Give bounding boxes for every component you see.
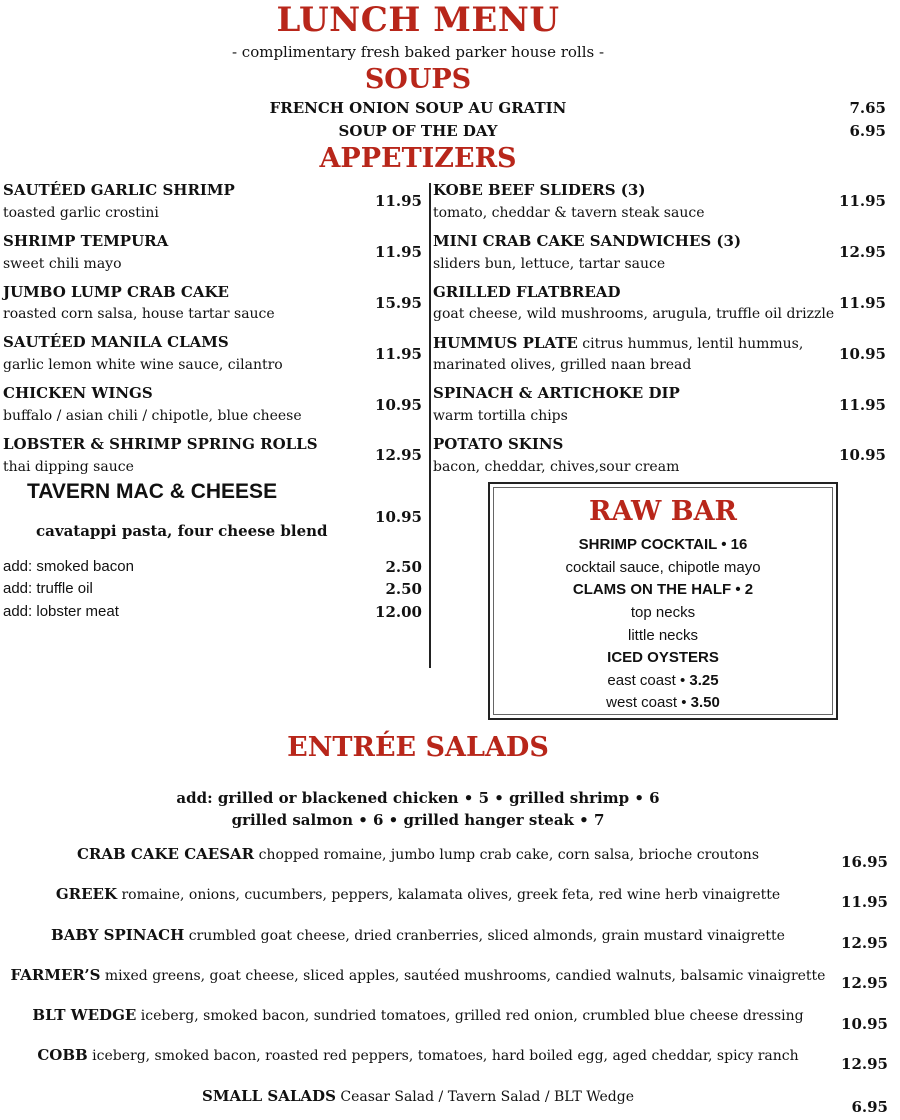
raw-bar-box bbox=[488, 482, 838, 720]
salad-name: BLT WEDGE bbox=[32, 1006, 137, 1024]
salad-price: 10.95 bbox=[841, 1015, 888, 1033]
appetizer-price: 11.95 bbox=[839, 396, 886, 414]
shrimp-name: SHRIMP COCKTAIL bbox=[578, 536, 718, 553]
appetizer-name: CHICKEN WINGS bbox=[3, 384, 153, 402]
mac-add-label: add: truffle oil bbox=[3, 580, 93, 597]
salad-name: BABY SPINACH bbox=[51, 926, 185, 944]
raw-bar-heading: RAW BAR bbox=[589, 496, 737, 527]
mac-price: 10.95 bbox=[375, 508, 422, 526]
appetizer-price: 10.95 bbox=[839, 345, 886, 363]
east-label: east coast bbox=[607, 672, 676, 689]
appetizer-price: 11.95 bbox=[839, 294, 886, 312]
salad-item bbox=[0, 966, 836, 984]
appetizer-name: MINI CRAB CAKE SANDWICHES (3) bbox=[433, 232, 742, 250]
appetizer-name: POTATO SKINS bbox=[433, 435, 564, 453]
appetizer-desc: warm tortilla chips bbox=[433, 408, 568, 424]
salad-item bbox=[0, 1006, 836, 1024]
appetizer-desc: roasted corn salsa, house tartar sauce bbox=[3, 306, 275, 322]
bullet: • bbox=[735, 581, 741, 598]
appetizer-desc: garlic lemon white wine sauce, cilantro bbox=[3, 357, 283, 373]
salad-name: CRAB CAKE CAESAR bbox=[76, 845, 255, 863]
appetizer-name: SAUTÉED MANILA CLAMS bbox=[3, 333, 229, 351]
mac-desc: cavatappi pasta, four cheese blend bbox=[36, 522, 328, 540]
appetizer-price: 11.95 bbox=[375, 192, 422, 210]
clams-name: CLAMS ON THE HALF bbox=[572, 581, 732, 598]
appetizer-name: GRILLED FLATBREAD bbox=[433, 283, 621, 301]
appetizer-name: SPINACH & ARTICHOKE DIP bbox=[433, 384, 680, 402]
salad-desc: mixed greens, goat cheese, sliced apples, sautéed mushrooms, candied walnuts, balsamic vinaigrette bbox=[100, 968, 826, 984]
west-label: west coast bbox=[606, 694, 678, 711]
salad-desc: iceberg, smoked bacon, sundried tomatoes, grilled red onion, crumbled blue cheese dressing bbox=[136, 1008, 804, 1024]
appetizer-desc: toasted garlic crostini bbox=[3, 205, 159, 221]
appetizer-price: 15.95 bbox=[375, 294, 422, 312]
salad-name: FARMER’S bbox=[10, 966, 101, 984]
appetizer-price: 10.95 bbox=[839, 446, 886, 464]
oysters-east bbox=[490, 672, 836, 689]
salad-name: SMALL SALADS bbox=[202, 1087, 336, 1105]
salad-desc: chopped romaine, jumbo lump crab cake, corn salsa, brioche croutons bbox=[254, 847, 759, 863]
salad-price: 12.95 bbox=[841, 934, 888, 952]
appetizer-price: 11.95 bbox=[839, 192, 886, 210]
appetizer-desc: marinated olives, grilled naan bread bbox=[433, 357, 692, 373]
appetizer-price: 11.95 bbox=[375, 243, 422, 261]
clams-price: 2 bbox=[744, 581, 754, 598]
salad-desc: iceberg, smoked bacon, roasted red peppers, tomatoes, hard boiled egg, aged cheddar, spicy ranch bbox=[87, 1048, 799, 1064]
appetizer-price: 10.95 bbox=[375, 396, 422, 414]
mac-add-label: add: lobster meat bbox=[3, 603, 119, 620]
salad-price: 11.95 bbox=[841, 893, 888, 911]
salad-desc: Ceasar Salad / Tavern Salad / BLT Wedge bbox=[335, 1089, 634, 1105]
salad-price: 6.95 bbox=[851, 1098, 888, 1116]
salad-desc: crumbled goat cheese, dried cranberries, sliced almonds, grain mustard vinaigrette bbox=[184, 928, 785, 944]
appetizer-title-line bbox=[433, 333, 803, 352]
appetizer-price: 12.95 bbox=[375, 446, 422, 464]
mac-add-price: 2.50 bbox=[385, 558, 422, 576]
appetizer-price: 11.95 bbox=[375, 345, 422, 363]
appetizer-name: SAUTÉED GARLIC SHRIMP bbox=[3, 181, 235, 199]
raw-bar-shrimp bbox=[490, 536, 836, 553]
salad-item bbox=[0, 885, 836, 903]
oysters-west bbox=[490, 694, 836, 711]
appetizer-name: JUMBO LUMP CRAB CAKE bbox=[3, 283, 229, 301]
appetizer-desc: bacon, cheddar, chives,sour cream bbox=[433, 459, 680, 475]
west-price: 3.50 bbox=[690, 694, 720, 711]
soup-name: SOUP OF THE DAY bbox=[338, 122, 498, 140]
salad-name: GREEK bbox=[55, 885, 118, 903]
clams-top-necks: top necks bbox=[630, 604, 696, 621]
salad-price: 16.95 bbox=[841, 853, 888, 871]
page-title: LUNCH MENU bbox=[276, 0, 560, 40]
mac-add-label: add: smoked bacon bbox=[3, 558, 134, 575]
salads-heading: ENTRÉE SALADS bbox=[287, 732, 549, 763]
bullet: • bbox=[681, 694, 687, 711]
oysters-name: ICED OYSTERS bbox=[607, 649, 719, 666]
appetizer-desc: tomato, cheddar & tavern steak sauce bbox=[433, 205, 705, 221]
salad-item bbox=[0, 845, 836, 863]
mac-title: TAVERN MAC & CHEESE bbox=[27, 480, 278, 503]
raw-bar-clams bbox=[490, 581, 836, 598]
salad-price: 12.95 bbox=[841, 1055, 888, 1073]
salad-item bbox=[0, 1087, 836, 1105]
tagline: - complimentary fresh baked parker house rolls - bbox=[231, 43, 605, 61]
salad-item bbox=[0, 926, 836, 944]
appetizer-price: 12.95 bbox=[839, 243, 886, 261]
appetizers-heading: APPETIZERS bbox=[319, 143, 517, 174]
appetizer-name: KOBE BEEF SLIDERS (3) bbox=[433, 181, 646, 199]
appetizer-desc: sliders bun, lettuce, tartar sauce bbox=[433, 256, 666, 272]
salad-price: 12.95 bbox=[841, 974, 888, 992]
clams-little-necks: little necks bbox=[627, 627, 699, 644]
soup-name: FRENCH ONION SOUP AU GRATIN bbox=[269, 99, 567, 117]
soup-price: 7.65 bbox=[849, 99, 886, 117]
salad-addons-line1: add: grilled or blackened chicken • 5 • grilled shrimp • 6 bbox=[176, 789, 660, 807]
column-divider bbox=[429, 183, 431, 668]
bullet: • bbox=[679, 672, 686, 689]
shrimp-desc: cocktail sauce, chipotle mayo bbox=[565, 559, 761, 576]
salad-desc: romaine, onions, cucumbers, peppers, kalamata olives, greek feta, red wine herb vinaigrette bbox=[117, 887, 781, 903]
salad-name: COBB bbox=[37, 1046, 88, 1064]
appetizer-desc: goat cheese, wild mushrooms, arugula, truffle oil drizzle bbox=[433, 306, 835, 322]
bullet: • bbox=[721, 536, 727, 553]
mac-add-price: 12.00 bbox=[375, 603, 422, 621]
appetizer-desc: sweet chili mayo bbox=[3, 256, 122, 272]
salad-addons-line2: grilled salmon • 6 • grilled hanger steak • 7 bbox=[231, 811, 605, 829]
east-price: 3.25 bbox=[689, 672, 719, 689]
appetizer-desc: thai dipping sauce bbox=[3, 459, 134, 475]
salad-item bbox=[0, 1046, 836, 1064]
soups-heading: SOUPS bbox=[364, 64, 472, 95]
appetizer-name: HUMMUS PLATE bbox=[433, 334, 578, 352]
appetizer-name: LOBSTER & SHRIMP SPRING ROLLS bbox=[3, 435, 318, 453]
soup-price: 6.95 bbox=[849, 122, 886, 140]
appetizer-name: SHRIMP TEMPURA bbox=[3, 232, 169, 250]
mac-add-price: 2.50 bbox=[385, 580, 422, 598]
appetizer-name-suffix: citrus hummus, lentil hummus, bbox=[577, 336, 804, 352]
appetizer-desc: buffalo / asian chili / chipotle, blue cheese bbox=[3, 408, 302, 424]
shrimp-price: 16 bbox=[730, 536, 748, 553]
